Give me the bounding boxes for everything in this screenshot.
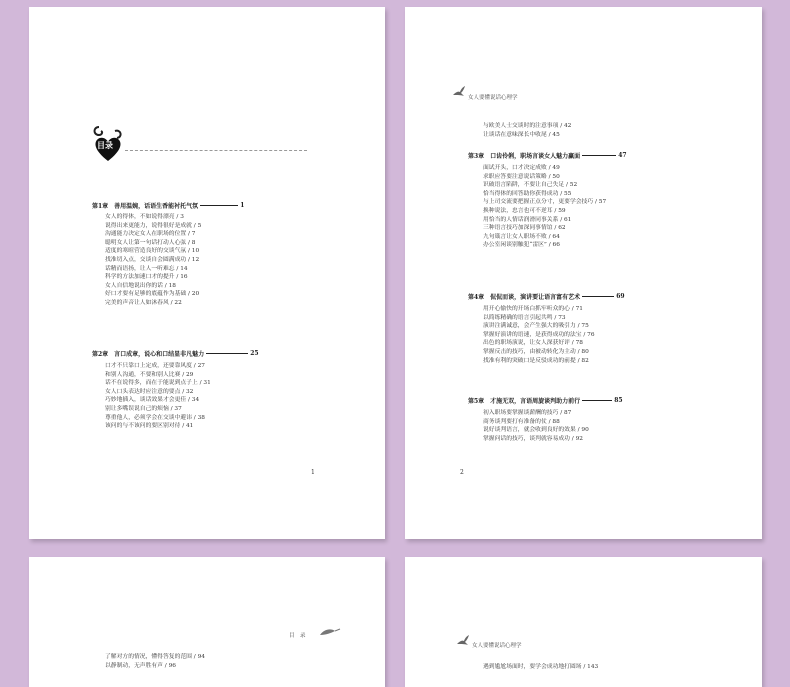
chapter-heading: [92, 349, 259, 358]
toc-entry: 办公室闲谈别触犯“雷区” / 66: [483, 242, 560, 249]
toc-entry: 用恰当的人情话润滑同事关系 / 61: [483, 216, 572, 223]
toc-entry: 了解对方的情况，懂得答复的范围 / 94: [105, 654, 205, 660]
toc-entry: 求职应答要注意说话策略 / 50: [483, 173, 560, 180]
toc-entry: 说好谈判语言，就会收到良好的效果 / 90: [483, 427, 589, 434]
toc-entry: 演讲注满诚意，会产生强大的吸引力 / 75: [483, 323, 589, 330]
toc-entry: 面试开头，口才决定成败 / 49: [483, 165, 560, 171]
chapter-title: 第1章 善用温婉，话语生香能衬托气氛: [92, 203, 199, 210]
toc-entry: 与欧美人士交谈时的注意事项 / 42: [483, 123, 572, 129]
chapter-title: 第4章 侃侃而谈，演讲要让语言富有艺术: [468, 294, 581, 301]
chapter-title: 第3章 口齿伶俐，职场言谈女人魅力赢面: [468, 153, 581, 160]
continued-entries: [483, 122, 571, 139]
toc-entry: 九句箴言让女人职场不败 / 64: [483, 233, 560, 240]
title-divider: [125, 150, 307, 151]
leaf-ornament-icon: [319, 627, 341, 637]
toc-entry: 与上司交流要把握正点分寸，更要学会技巧 / 57: [483, 199, 607, 206]
toc-entry: 别让多嘴误说自己的烦恼 / 37: [105, 405, 182, 412]
chapter-heading: [92, 201, 244, 210]
leader-rule: [582, 296, 614, 297]
chapter-heading: [468, 151, 627, 160]
toc-entry: 好口才要有足够的底蕴作为基础 / 20: [105, 291, 200, 298]
bird-icon: [456, 634, 470, 646]
toc-entry: 说得出来更能力，说得很好是成就 / 5: [105, 222, 202, 229]
toc-entry: 沟通能力决定女人在职场的位置 / 7: [105, 231, 196, 238]
toc-entry: 初入职场要掌握谈薪酬的技巧 / 87: [483, 410, 572, 416]
toc-entry: 掌握反击的技巧，由被动转化为主动 / 80: [483, 348, 589, 355]
bird-icon: [452, 85, 466, 97]
toc-entry: 换种说法，忠言也可不逆耳 / 59: [483, 207, 566, 214]
toc-entry: 女人口头表达时应注意的要点 / 32: [105, 388, 194, 395]
chapter-heading: [468, 292, 625, 301]
leader-rule: [200, 205, 238, 206]
chapter-page: 69: [616, 293, 625, 300]
toc-page-1: [29, 7, 385, 539]
toc-entry: 用开心愉快的开场白抓牢听众的心 / 71: [483, 306, 583, 312]
chapter-heading: [468, 396, 623, 405]
toc-entry: 话不在说得多，而在于能说到点子上 / 31: [105, 380, 211, 387]
chapter-page: 85: [614, 397, 623, 404]
toc-title: 目录: [97, 140, 113, 150]
toc-entry: 聪明女人让第一句话打动人心弦 / 8: [105, 239, 196, 246]
toc-entry: 遇到尴尬场面时，要学会成功地打圆场 / 143: [483, 664, 599, 670]
chapter-entries: [483, 164, 606, 250]
toc-entry: 以静制动，无声胜有声 / 96: [105, 662, 176, 669]
toc-entry: 恰当得体的回答助你获得成功 / 55: [483, 190, 572, 197]
toc-entry: 口才不只靠口上定成，还要靠风度 / 27: [105, 363, 205, 369]
toc-page-2: [405, 7, 762, 539]
toc-entry: 适度的寒暄营造良好的交谈气氛 / 10: [105, 248, 200, 255]
toc-entry: 该问的与不该问的要区别对待 / 41: [105, 423, 194, 430]
chapter-title: 第2章 言口成章，说心和口结显非凡魅力: [92, 351, 205, 358]
toc-entry: 以简练精确的语言引起共鸣 / 73: [483, 314, 566, 321]
leader-rule: [582, 155, 616, 156]
chapter-page: 25: [250, 350, 259, 357]
toc-entry: 商务谈判要打有准备的仗 / 88: [483, 418, 560, 425]
running-head: 女人要懂说话心理学: [472, 643, 522, 649]
chapter-entries: [105, 653, 205, 670]
chapter-entries: [483, 409, 589, 443]
toc-entry: 让谈话在意味深长中收尾 / 45: [483, 131, 560, 138]
toc-entry: 和别人沟通，不要和别人比赛 / 29: [105, 371, 194, 378]
toc-entry: 出色的职场演说，让女人深获好评 / 78: [483, 340, 583, 347]
toc-page-3: [29, 557, 385, 687]
toc-entry: 完美的声音让人如沐春风 / 22: [105, 299, 182, 306]
running-head: 目 录: [289, 633, 306, 639]
chapter-entries: [105, 362, 211, 431]
toc-entry: 识破语言陷阱，不要让自己失足 / 52: [483, 182, 578, 189]
page-number: 2: [460, 469, 464, 476]
leader-rule: [582, 400, 612, 401]
toc-entry: 巧妙地插入，谈话效果才会更佳 / 34: [105, 397, 200, 404]
chapter-entries: [105, 213, 201, 308]
chapter-entries: [483, 663, 598, 672]
toc-entry: 找准有利的突破口是反驳成功的前提 / 82: [483, 357, 589, 364]
chapter-page: 47: [618, 152, 627, 159]
toc-entry: 找准切入点，交谈自会圆满成功 / 12: [105, 256, 200, 263]
chapter-page: 1: [240, 202, 245, 209]
page-number: 1: [311, 469, 315, 476]
toc-entry: 女人自信地说出你的话 / 18: [105, 282, 176, 289]
leader-rule: [206, 353, 248, 354]
chapter-title: 第5章 才施无双，言语周旋谈判助力前行: [468, 398, 581, 405]
toc-entry: 三种语言技巧加深同事情谊 / 62: [483, 225, 566, 232]
toc-entry: 话精而语扬，让人一听难忘 / 14: [105, 265, 188, 272]
toc-entry: 女人的得体，不如说得漂亮 / 3: [105, 214, 184, 220]
toc-entry: 科学的方法加速口才的提升 / 16: [105, 274, 188, 281]
toc-entry: 掌握好演讲的语速，是获得成功的法宝 / 76: [483, 331, 595, 338]
toc-entry: 掌握问话的技巧，谈判就容易成功 / 92: [483, 435, 583, 442]
running-head: 女人要懂说话心理学: [468, 95, 518, 101]
toc-entry: 尊重他人，必须学会在交谈中避讳 / 38: [105, 414, 205, 421]
chapter-entries: [483, 305, 595, 365]
toc-page-4: [405, 557, 762, 687]
